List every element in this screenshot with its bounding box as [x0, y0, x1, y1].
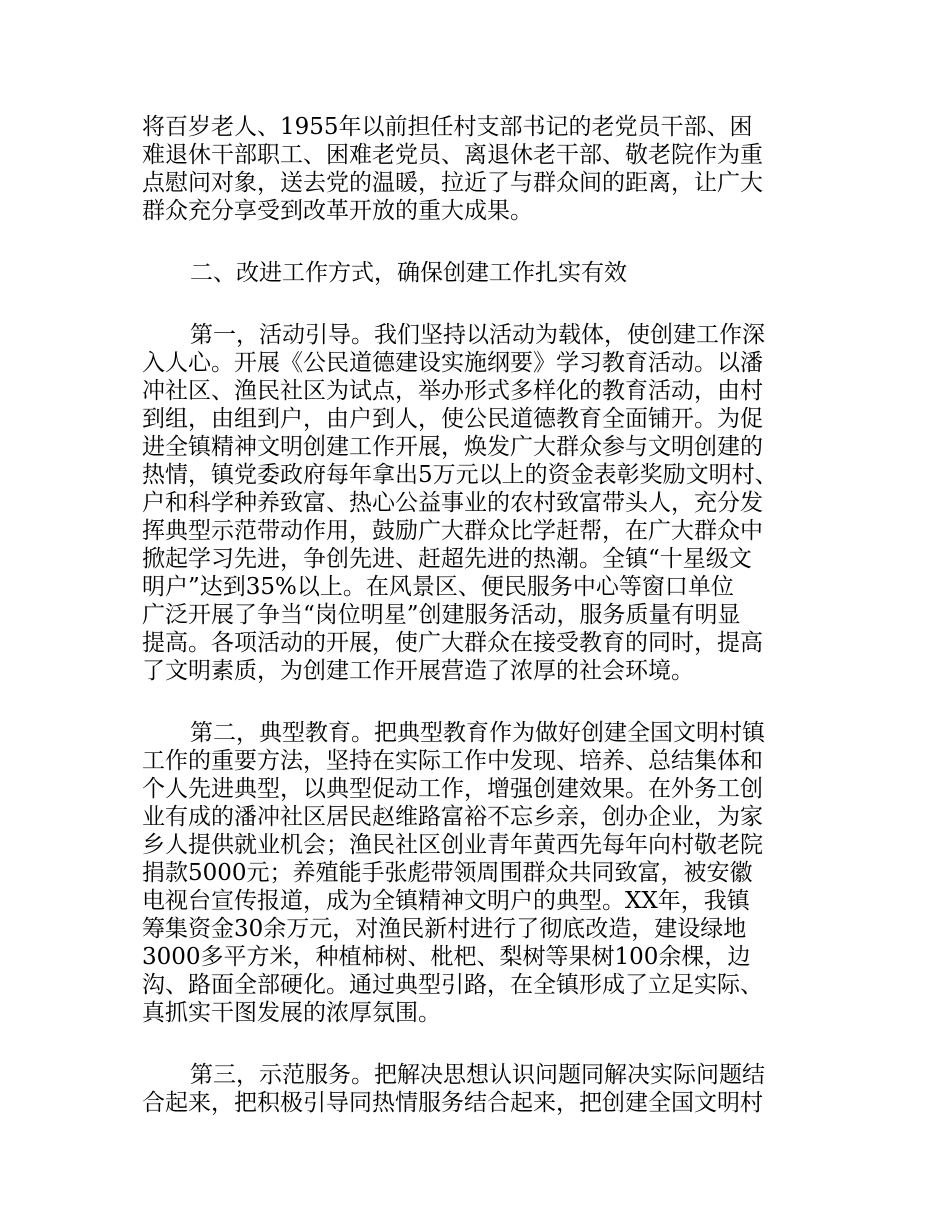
text-line: 将百岁老人、1955年以前担任村支部书记的老党员干部、困	[142, 114, 753, 140]
text-line: 个人先进典型，以典型促动工作，增强创建效果。在外务工创	[142, 776, 763, 802]
paragraph-demonstration-service	[142, 1061, 810, 1117]
text-line: 入人心。开展《公民道德建设实施纲要》学习教育活动。以潘	[142, 350, 763, 376]
paragraph-typical-education	[142, 719, 810, 1027]
text-line: 捐款5000元；养殖能手张彪带领周围群众共同致富，被安徽	[142, 860, 753, 886]
text-line: 广泛开展了争当“岗位明星”创建服务活动，服务质量有明显	[142, 602, 741, 628]
text-line: 挥典型示范带动作用，鼓励广大群众比学赶帮，在广大群众中	[142, 518, 763, 544]
text-line: 第三，示范服务。把解决思想认识问题同解决实际问题结	[190, 1062, 765, 1088]
paragraph-activity-guidance	[142, 321, 810, 685]
text-line: 明户”达到35%以上。在风景区、便民服务中心等窗口单位	[142, 574, 734, 600]
text-line: 冲社区、渔民社区为试点，举办形式多样化的教育活动，由村	[142, 378, 763, 404]
text-line: 掀起学习先进，争创先进、赶超先进的热潮。全镇“十星级文	[142, 546, 752, 572]
text-line: 第二，典型教育。把典型教育作为做好创建全国文明村镇	[190, 720, 765, 746]
paragraph-continuation	[142, 113, 810, 225]
text-line: 电视台宣传报道，成为全镇精神文明户的典型。XX年，我镇	[142, 888, 750, 914]
text-line: 群众充分享受到改革开放的重大成果。	[142, 198, 533, 224]
text-line: 进全镇精神文明创建工作开展，焕发广大群众参与文明创建的	[142, 434, 763, 460]
text-line: 合起来，把积极引导同热情服务结合起来，把创建全国文明村	[142, 1090, 763, 1116]
text-line: 业有成的潘冲社区居民赵维路富裕不忘乡亲，创办企业，为家	[142, 804, 763, 830]
text-line: 到组，由组到户，由户到人，使公民道德教育全面铺开。为促	[142, 406, 763, 432]
text-line: 难退休干部职工、困难老党员、离退休老干部、敬老院作为重	[142, 142, 763, 168]
text-line: 真抓实干图发展的浓厚氛围。	[142, 1000, 441, 1026]
text-line: 沟、路面全部硬化。通过典型引路，在全镇形成了立足实际、	[142, 972, 763, 998]
text-line: 户和科学种养致富、热心公益事业的农村致富带头人，充分发	[142, 490, 763, 516]
text-line: 了文明素质，为创建工作开展营造了浓厚的社会环境。	[142, 658, 694, 684]
text-line: 乡人提供就业机会；渔民社区创业青年黄西先每年向村敬老院	[142, 832, 763, 858]
heading-line: 二、改进工作方式，确保创建工作扎实有效	[190, 260, 627, 286]
text-line: 热情，镇党委政府每年拿出5万元以上的资金表彰奖励文明村、	[142, 462, 778, 488]
text-line: 提高。各项活动的开展，使广大群众在接受教育的同时，提高	[142, 630, 763, 656]
text-line: 筹集资金30余万元，对渔民新村进行了彻底改造，建设绿地	[142, 916, 747, 942]
text-line: 点慰问对象，送去党的温暖，拉近了与群众间的距离，让广大	[142, 170, 763, 196]
text-line: 第一，活动引导。我们坚持以活动为载体，使创建工作深	[190, 322, 765, 348]
text-line: 工作的重要方法，坚持在实际工作中发现、培养、总结集体和	[142, 748, 763, 774]
section-heading	[142, 259, 810, 287]
document-page	[142, 113, 810, 1151]
text-line: 3000多平方米，种植柿树、枇杷、梨树等果树100余棵，边	[142, 944, 751, 970]
